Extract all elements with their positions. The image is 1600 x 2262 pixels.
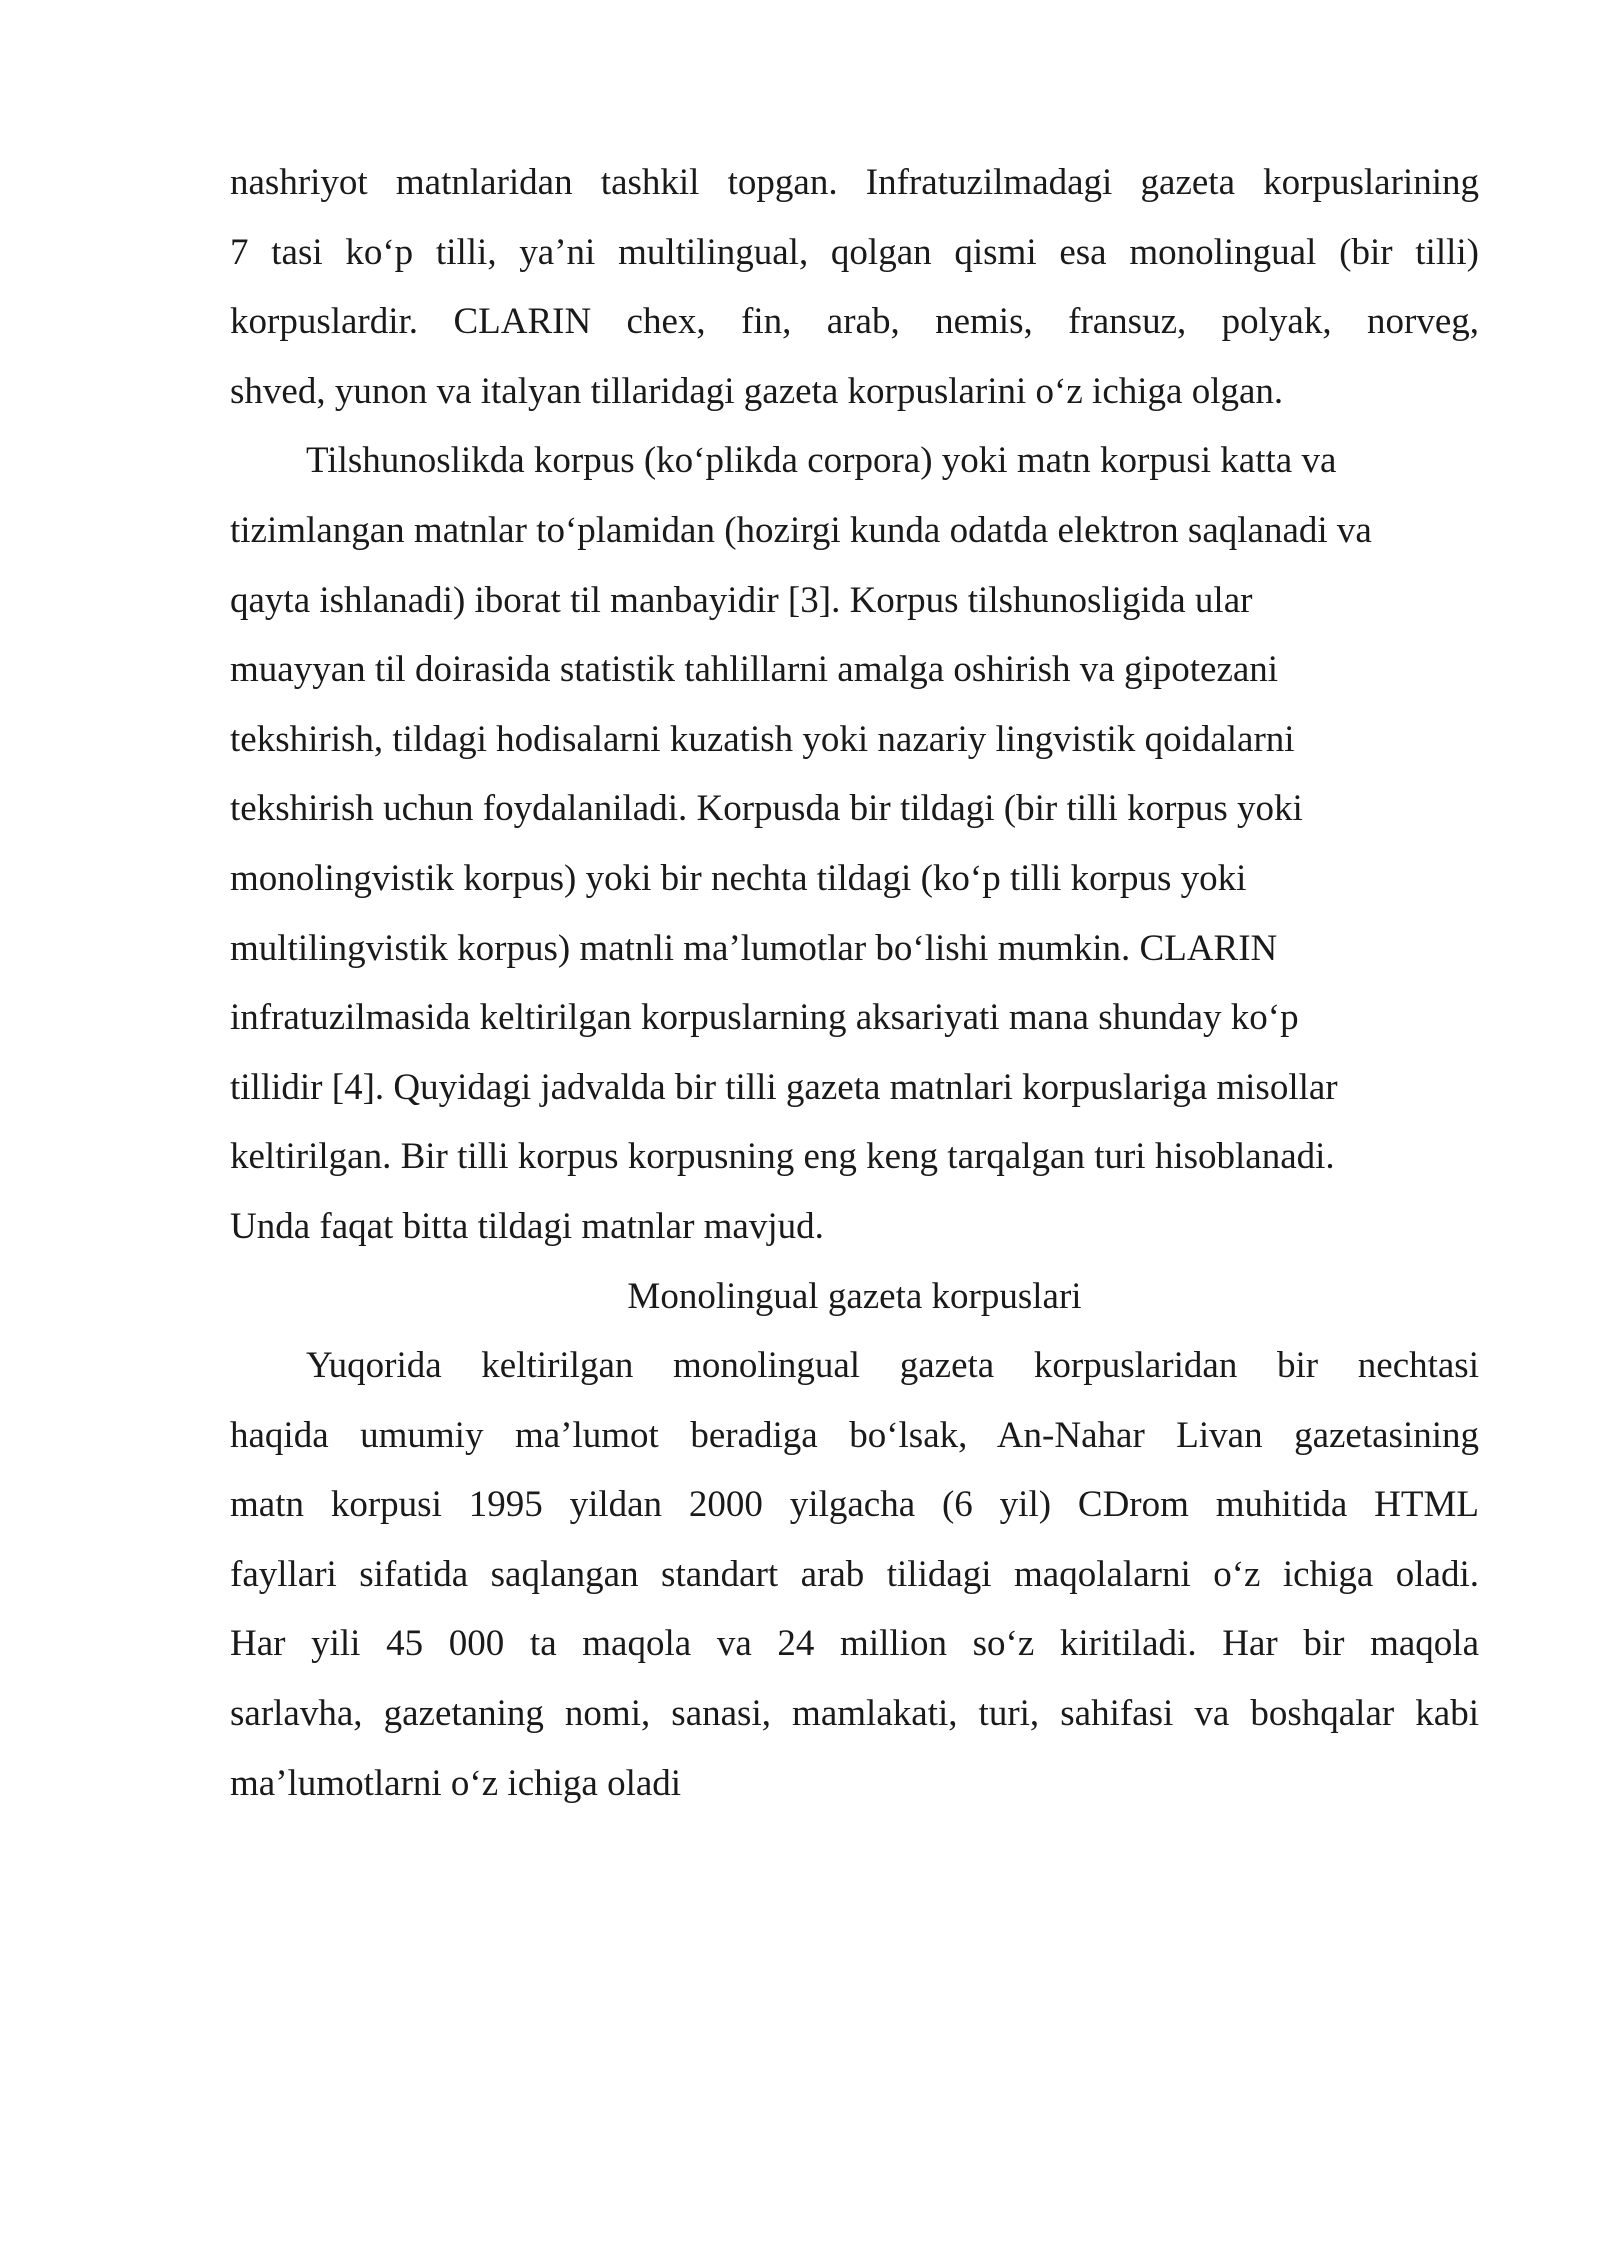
text-line: multilingvistik korpus) matnli ma’lumotlar bo‘lishi mumkin. CLARIN: [230, 927, 1278, 969]
table-caption: [230, 1262, 1479, 1332]
text-line: matn korpusi 1995 yildan 2000 yilgacha (6 yil) CDrom muhitida HTML: [230, 1484, 1479, 1526]
text-line: haqida umumiy ma’lumot beradiga bo‘lsak, An-Nahar Livan gazetasining: [230, 1414, 1479, 1456]
text-line: tillidir [4]. Quyidagi jadvalda bir tilli gazeta matnlari korpuslariga misollar: [230, 1066, 1338, 1108]
text-line: tekshirish uchun foydalaniladi. Korpusda bir tildagi (bir tilli korpus yoki: [230, 788, 1303, 830]
paragraph-1: [230, 148, 1479, 426]
paragraph-3: [230, 1331, 1479, 1818]
paragraph-2: [230, 426, 1479, 1261]
text-line: shved, yunon va italyan tillaridagi gazeta korpuslarini o‘z ichiga olgan.: [230, 370, 1284, 412]
text-line: qayta ishlanadi) iborat til manbayidir [3]. Korpus tilshunosligida ular: [230, 579, 1253, 621]
text-line: muayyan til doirasida statistik tahlillarni amalga oshirish va gipotezani: [230, 649, 1279, 691]
text-line: ma’lumotlarni o‘z ichiga oladi: [230, 1762, 682, 1804]
text-line: Unda faqat bitta tildagi matnlar mavjud.: [230, 1205, 824, 1247]
text-line: Yuqorida keltirilgan monolingual gazeta korpuslaridan bir nechtasi: [306, 1345, 1479, 1387]
text-line: Har yili 45 000 ta maqola va 24 million so‘z kiritiladi. Har bir maqola: [230, 1623, 1479, 1665]
text-line: korpuslardir. CLARIN chex, fin, arab, nemis, fransuz, polyak, norveg,: [230, 301, 1479, 343]
text-line: infratuzilmasida keltirilgan korpuslarning aksariyati mana shunday ko‘p: [230, 997, 1299, 1039]
text-line: sarlavha, gazetaning nomi, sanasi, mamlakati, turi, sahifasi va boshqalar kabi: [230, 1693, 1479, 1735]
text-line: keltirilgan. Bir tilli korpus korpusning eng keng tarqalgan turi hisoblanadi.: [230, 1136, 1335, 1178]
text-line: tekshirish, tildagi hodisalarni kuzatish yoki nazariy lingvistik qoidalarni: [230, 718, 1295, 760]
text-line: monolingvistik korpus) yoki bir nechta tildagi (ko‘p tilli korpus yoki: [230, 857, 1247, 899]
document-page: [230, 148, 1479, 1818]
text-line: 7 tasi ko‘p tilli, ya’ni multilingual, qolgan qismi esa monolingual (bir tilli): [230, 231, 1479, 273]
text-line: nashriyot matnlaridan tashkil topgan. Infratuzilmadagi gazeta korpuslarining: [230, 162, 1479, 203]
text-line: tizimlangan matnlar to‘plamidan (hozirgi kunda odatda elektron saqlanadi va: [230, 509, 1372, 551]
text-line: fayllari sifatida saqlangan standart arab tilidagi maqolalarni o‘z ichiga oladi.: [230, 1553, 1479, 1595]
caption-text: Monolingual gazeta korpuslari: [627, 1275, 1082, 1317]
text-line: Tilshunoslikda korpus (ko‘plikda corpora) yoki matn korpusi katta va: [306, 440, 1337, 482]
